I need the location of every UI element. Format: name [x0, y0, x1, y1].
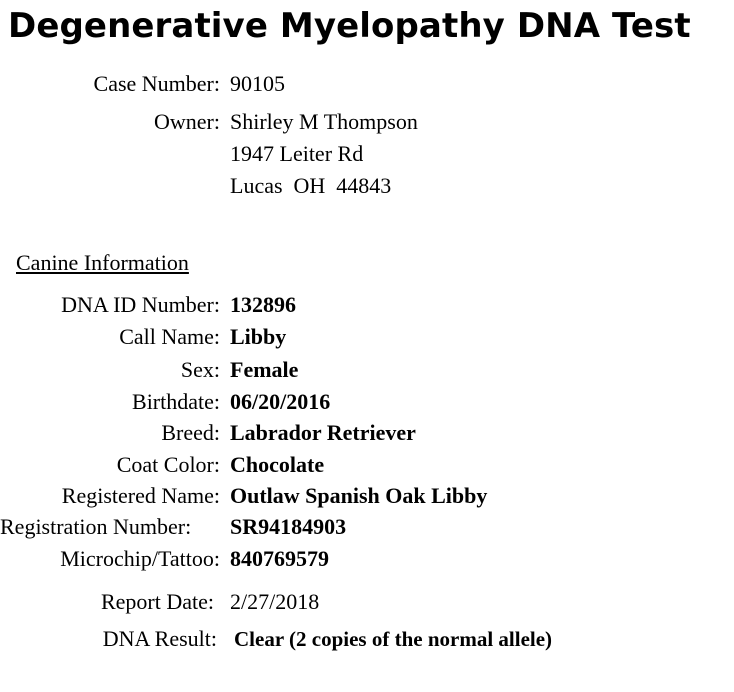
- owner-address-line2: Lucas OH 44843: [230, 173, 392, 198]
- coat-color-value: Chocolate: [230, 452, 325, 477]
- microchip-value: 840769579: [230, 546, 329, 571]
- case-number-label: Case Number:: [93, 71, 220, 96]
- page-title: Degenerative Myelopathy DNA Test: [8, 6, 691, 46]
- owner-label: Owner:: [154, 109, 220, 134]
- owner-address-line1: 1947 Leiter Rd: [230, 141, 364, 166]
- birthdate-value: 06/20/2016: [230, 389, 331, 414]
- registration-number-label: [0, 514, 220, 540]
- owner-name: Shirley M Thompson: [230, 109, 418, 134]
- coat-color-label: Coat Color:: [116, 452, 220, 477]
- microchip-label: Microchip/Tattoo:: [60, 546, 220, 571]
- registered-name-value: Outlaw Spanish Oak Libby: [230, 483, 488, 508]
- report-date-value: 2/27/2018: [230, 589, 320, 614]
- breed-value: Labrador Retriever: [230, 420, 416, 445]
- breed-label: Breed:: [161, 420, 220, 445]
- case-number-value: 90105: [230, 71, 285, 96]
- sex-label: Sex:: [180, 357, 220, 382]
- report-date-label: Report Date:: [100, 589, 214, 614]
- registration-number-label-text: Registration Number:: [0, 514, 192, 539]
- dna-result-label: DNA Result:: [102, 626, 217, 651]
- canine-information-heading: Canine Information: [16, 250, 189, 275]
- call-name-label: Call Name:: [119, 324, 220, 349]
- registered-name-label: Registered Name:: [61, 483, 220, 508]
- birthdate-label: Birthdate:: [132, 389, 220, 414]
- registration-number-value: SR94184903: [230, 514, 347, 539]
- dna-id-label: DNA ID Number:: [61, 292, 220, 317]
- dna-id-value: 132896: [230, 292, 296, 317]
- call-name-value: Libby: [230, 324, 287, 349]
- dna-result-value: Clear (2 copies of the normal allele): [234, 627, 553, 651]
- sex-value: Female: [230, 357, 299, 382]
